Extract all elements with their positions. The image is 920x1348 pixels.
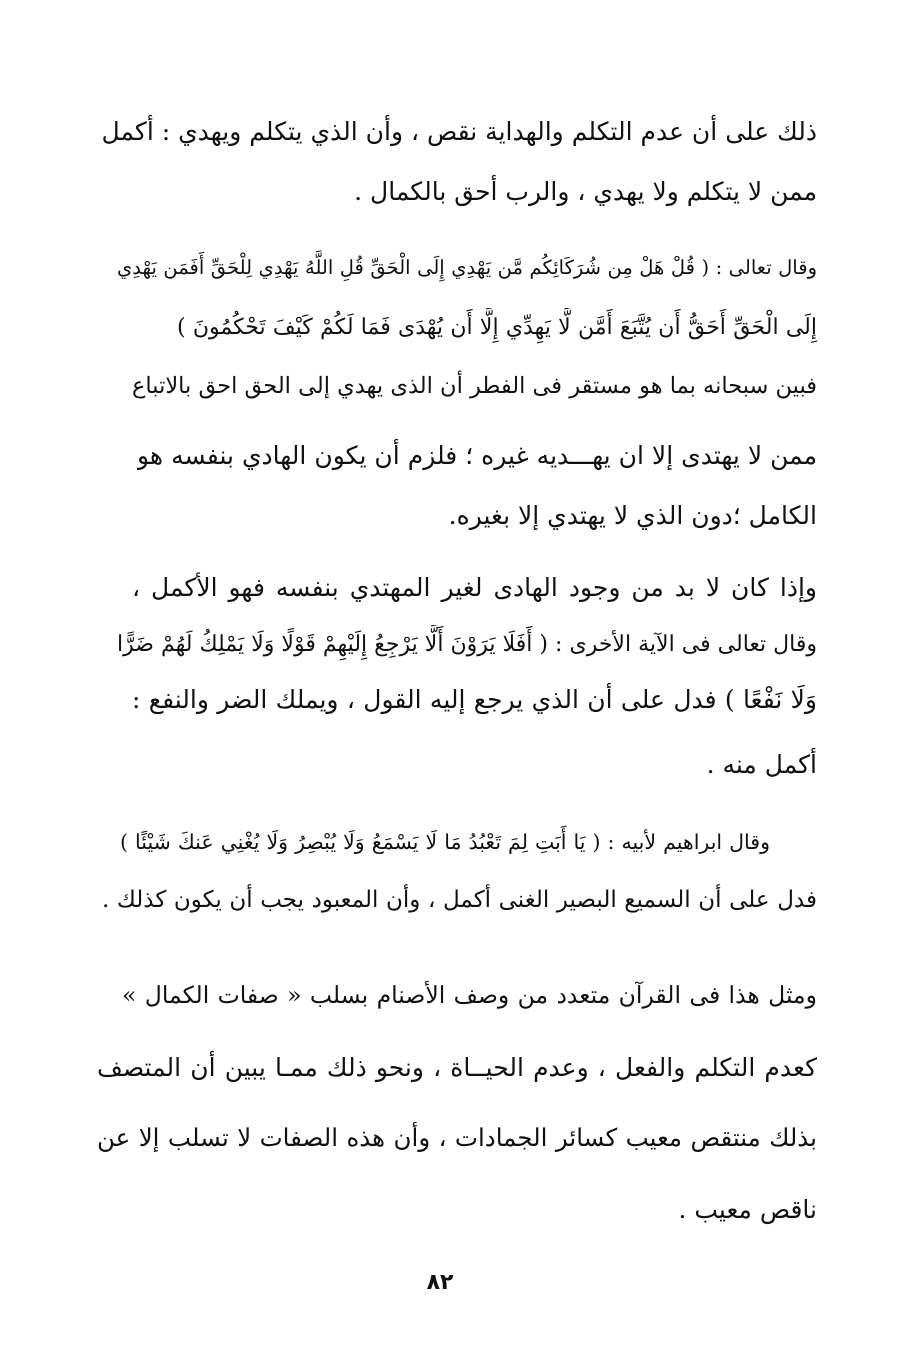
text-line: أكمل منه . <box>706 750 817 779</box>
text-line: ومثل هذا فى القرآن متعدد من وصف الأصنام بسلب « صفات الكمال » <box>122 981 817 1009</box>
text-line: الكامل ؛دون الذي لا يهتدي إلا بغيره. <box>448 501 817 530</box>
text-line: ممن لا يهتدى إلا ان يهـــديه غيره ؛ فلزم أن يكون الهادي بنفسه هو <box>137 441 817 470</box>
text-line: ناقص معيب . <box>678 1195 817 1224</box>
quran-verse-line: إِلَى الْحَقِّ أَحَقُّ أَن يُتَّبَعَ أَمَّن لَّا يَهِدِّي إِلَّا أَن يُهْدَى فَمَا لَكُمْ كَيْفَ تَحْكُمُونَ ) <box>177 315 817 340</box>
text-line: وَلَا نَفْعًا ) فدل على أن الذي يرجع إليه القول ، ويملك الضر والنفع : <box>132 685 817 714</box>
text-line: كعدم التكلم والفعل ، وعدم الحيــاة ، ونحو ذلك ممـا يبين أن المتصف <box>97 1053 817 1082</box>
text-line: وإذا كان لا بد من وجود الهادى لغير المهتدي بنفسه فهو الأكمل ، <box>132 573 817 602</box>
page-number: ٨٢ <box>426 1270 454 1295</box>
text-line: ممن لا يتكلم ولا يهدي ، والرب أحق بالكمال . <box>354 177 817 206</box>
quran-verse-line: وقال ابراهيم لأبيه : ( يَا أَبَتِ لِمَ تَعْبُدُ مَا لَا يَسْمَعُ وَلَا يُبْصِرُ وَلَا يُغْنِي عَنكَ شَيْئًا ) <box>120 830 770 854</box>
text-line: بذلك منتقص معيب كسائر الجمادات ، وأن هذه الصفات لا تسلب إلا عن <box>97 1123 817 1152</box>
text-line: ذلك على أن عدم التكلم والهداية نقص ، وأن الذي يتكلم ويهدي : أكمل <box>102 117 817 146</box>
text-line: فبين سبحانه بما هو مستقر فى الفطر أن الذى يهدي إلى الحق احق بالاتباع <box>132 373 817 399</box>
text-line: فدل على أن السميع البصير الغنى أكمل ، وأن المعبود يجب أن يكون كذلك . <box>102 887 817 913</box>
quran-verse-line: وقال تعالى فى الآية الأخرى : ( أَفَلَا يَرَوْنَ أَلَّا يَرْجِعُ إِلَيْهِمْ قَوْلًا وَلَا يَمْلِكُ لَهُمْ ضَرًّا <box>117 632 817 657</box>
quran-verse-line: وقال تعالى : ( قُلْ هَلْ مِن شُرَكَائِكُم مَّن يَهْدِي إِلَى الْحَقِّ قُلِ اللَّهُ يَهْدِي لِلْحَقِّ أَفَمَن يَهْدِي <box>117 256 817 279</box>
